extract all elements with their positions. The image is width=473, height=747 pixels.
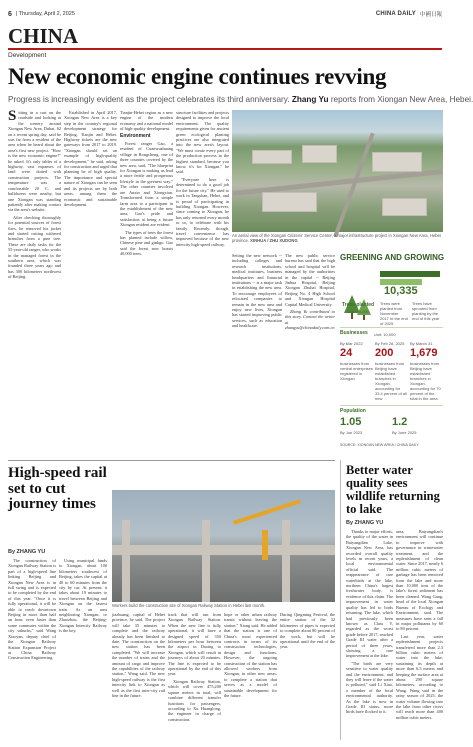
- main-column-4: [176, 110, 229, 455]
- paragraph: itting in a cart on the roadside and looking at the scenery around Xiongan New Area, Dubai, 62 on a recent spring day, said he was far from a resident of the area when he heard about the area's first new project. "How is the new economic engine?" he asked. It's only tables of a highway, vast expanses of land were dotted with construction projects. The temperature was a comfortable 20 C, and bulldozers were nearby, but one Xiongan was standing patiently after making contact via the area's website.: [8, 110, 61, 213]
- trees-value: 10,335: [384, 285, 418, 297]
- photo-building: [252, 150, 292, 164]
- main-headline: New economic engine continues revving: [8, 64, 387, 89]
- population-date-1: By Jun 2023: [340, 430, 363, 435]
- infographic-box: [340, 263, 443, 455]
- rail-column-3: [112, 612, 165, 740]
- main-column-6: [285, 253, 335, 455]
- infographic-title: GREENING AND GROWING: [340, 253, 445, 262]
- photo-pillar: [122, 520, 130, 602]
- paragraph: Setting the new network -- including colleges and research institutions, medical institutes, business headquarters and financial institutions -- is a major task in establishing the new area. To encourage employees of relocated companies to remain in the new area and enjoy new lives, Xiongan has started improving public services, such as education and healthcare.: [232, 253, 282, 329]
- population-value-2: 1.2: [392, 416, 408, 428]
- brand-name-cn: 中國日報: [419, 12, 442, 18]
- deck-byline: Zhang Yu: [291, 95, 329, 104]
- photo-building: [372, 152, 422, 172]
- main-column-5: [232, 253, 282, 455]
- article-divider: [8, 460, 335, 461]
- paragraph: area, Baiyangdian's environment will continue to improve with governance in wastewater treatment, and the replenishment of clean water. Since 2017, nearly 6 million cubic meters of garbage has been removed from the lake and more than 10,000 tons of the lake's forest sediment has been cleaned. Wang Gang, head of the local Xiongan Bureau of Ecology and Environment, said. The measures have seen a fall in major pollutants by 60 to 80 percent.: [396, 529, 443, 632]
- trees-note-2: Trees have sprouted from planting by the end of this year: [412, 301, 440, 321]
- rail-byline: By ZHANG YU: [8, 549, 46, 555]
- paragraph: "Everyone here is determined to do a good job for the future city." He used to work in Tangshan, Hebei, and is proud of participating in building Xiongan. However, since coming to Xiongan, he has only returned every month or so, to celebrate with his family. Recently, though, travel convenience has improved because of the new intercity high-speed railway.: [176, 176, 229, 247]
- paragraph: jiazhuang, capital of Hebei province, he said. The project will take 35 minutes to complete and the railway already has been finished to date. The construction on the new station has been completed. "We will increase the number of trains and the amount of cargo and improve the capabilities of the railway station," Wang said. The new high-speed railway is the first intercity link to Xiongan as well as the first inter-city rail line in the future.: [112, 612, 165, 699]
- aerial-photo: [232, 110, 443, 232]
- paragraph: Xiongan Railway Station, which will cover 475,200 square meters in total, will combine different transfer functions for passengers, according to Xu Huanglong, the engineer in charge of construction.: [168, 678, 221, 722]
- biz3-desc: businesses from Beijing have established branches in Xiongan, accounting for 70 percent of the total in the area: [410, 361, 441, 401]
- photo-crane-arm: [233, 499, 301, 524]
- rail-column-4: [168, 612, 221, 740]
- trees-label: Trees planted: [341, 302, 375, 308]
- biz1-date: By Mar 2022: [340, 341, 363, 346]
- paragraph: Thanks to major efforts, the quality of the water in Baiyangdian Lake, Xiongan New Area, has recorded overall quality levels in recent years, a local environmental official said. The reappearance of rare waterbirds at the lake, northern China's largest freshwater body, is evidence of this claim. The improvement in water quality has led to birds returning. The lake, which had previously been known as Class V, regarded as the worst grade before 2017, reached Grade III water after a period of three years, showing a rare improvement at the lake.: [346, 529, 393, 659]
- trees-note-1: Trees were planted from November 2017 to the end of 2025: [380, 301, 408, 326]
- wildlife-byline: By ZHANG YU: [346, 520, 384, 526]
- drop-cap: S: [8, 108, 17, 124]
- population-value-1: 1.05: [340, 416, 362, 428]
- paragraph: During Qingming Festival, the entire station of the 32 kilometers of pipes is expected to complete about 80 percent of the work, but will be operational until the end of the year.: [280, 612, 335, 650]
- rail-column-1: [8, 558, 56, 740]
- rail-column-2: [59, 558, 107, 740]
- population-label: Population: [340, 408, 366, 414]
- photo-building: [382, 198, 427, 216]
- page-number: 6: [8, 10, 12, 18]
- caption-text: An aerial view of the Xiongan Citizens' Service Center, a major infrastructure project in Xiongan New Area, Hebei province.: [232, 233, 441, 243]
- photo-pillar: [282, 520, 290, 602]
- rail-photo-caption: Workers build the construction site of Xiongan Railway Station in Hebei last month.: [112, 603, 266, 608]
- paragraph: track that will run from Xiongan Railway Station. When the new line is fully operational, it will have a designed speed of 350 kilometers per hour between the airport in Daxing to Xiongan, which will result in journeys of about 20 minutes. The line is expected to be operational by the end of this year.: [168, 612, 221, 677]
- main-deck: [8, 95, 473, 104]
- photo-caption: [232, 233, 443, 243]
- issue-date: | Thursday, April 2, 2025: [15, 11, 75, 17]
- infographic-divider: [340, 405, 443, 406]
- paragraph: hope or other urban railway transit without leaving the station," Xiong said. He added that the station is one of China's most experienced contracts in terms of its construction technologies, design and functions. However, the ongoing construction of the station has allowed workers from Xiongan, in other new areas, to complete a station that serves as a model of sustainable development for the future.: [224, 612, 277, 699]
- deck-text: Progress is increasingly evident as the project celebrates its third anniversary.: [8, 95, 290, 104]
- page-header: [8, 8, 442, 20]
- photo-credit: XINHUA / ZHU XUDONG: [250, 238, 298, 243]
- contact-note: Zhang Yu contributed to this story. Contact the writer at zhangyu@chinadaily.com.cn: [285, 309, 335, 331]
- photo-building: [262, 192, 317, 212]
- biz1-value: 24: [340, 347, 353, 359]
- wildlife-headline: Better water quality sees wildlife returning to lake: [346, 463, 440, 516]
- paragraph: Forest ranger Gao, a resident of Cuanwuzhuang village in Rongcheng, one of three counties covered by the new area, said, "The blueprint for Xiongan is making us lead a more fertile and prosperous lifestyle in the greenest way." The other counties involved are Anxin and Xiongxian. Transformed from a simple farm area to a participant in the establishment of the new area, Gao's pride and satisfaction at being a future Xiongan resident are evident.: [120, 141, 173, 228]
- paragraph: structure facilities and projects designed to improve the local environment. The quality requirements given for ancient green ecological planting practices are also integrated into the new area's layout. "We must create every part of the production process in the highest standard, because you know, it's for Xiongan," he said.: [176, 110, 229, 175]
- businesses-unit: Unit: 10,000: [374, 332, 396, 337]
- photo-beam: [112, 545, 335, 555]
- subsection-title: Development: [8, 52, 47, 59]
- rail-column-5: [224, 612, 277, 740]
- construction-photo: [112, 490, 335, 602]
- photo-crane-mast: [262, 530, 268, 560]
- biz2-value: 200: [375, 347, 394, 359]
- biz3-date: By March 31: [410, 341, 433, 346]
- column-divider: [340, 460, 341, 740]
- rail-column-6: [280, 612, 335, 740]
- masthead: [376, 10, 442, 18]
- paragraph: The types of trees the forest has planted include willow, Chinese pine and ginkgo. Gao said the forest now boasts 40,000 trees.: [120, 229, 173, 257]
- biz2-date: By Feb 28, 2025: [375, 341, 405, 346]
- biz3-value: 1,679: [410, 347, 438, 359]
- paragraph: Last year, water replenishment projects transferred more than 2.3 billion cubic meters of water into the lake, sustaining its depth at more than 6.5 meters and keeping the surface area at about 290 square kilometers, according to Wang. Wang said in the rainy season of 2025, the water volume flowing into the lake from other rivers will reach more than 400 million cubic meters.: [396, 633, 443, 720]
- infographic-source: SOURCE: XIONGAN NEW AREA / CHINA DAILY: [340, 443, 419, 447]
- main-column-3: [120, 110, 173, 455]
- trees-unit: Unit: 10,000: [347, 309, 369, 314]
- paragraph: After checking thoroughly for potential sources of forest fires, he removed his jacket and started cutting withered branches from a pine tree. These are daily tasks for the 55-year-old ranger, who works in the managed forest in the southern area, which was founded three years ago and has 300 kilometers northwest of Beijing.: [8, 214, 61, 280]
- photo-pillar: [202, 520, 210, 602]
- paragraph: "The birds are very sensitive to water quality and the environment, and they will leave if the water is polluted," said Li Xiao, a member of the local environmental authority. As the lake is now in Grade III status, more birds have flocked to it.: [346, 660, 393, 715]
- page-info: [8, 11, 75, 18]
- section-title: CHINA: [8, 24, 79, 48]
- infographic-divider: [340, 327, 443, 328]
- biz2-desc: businesses from Beijing have established branches in Xiongan, accounting for 33.4 percent of all new: [375, 361, 407, 401]
- paragraph: Using municipal funds to Xiongan, about 100 kilometers southwest of Beijing, takes the capital at 40 to 60 minutes from the city by car. At present, it takes about 19 minutes to travel between Beijing and Xiongan on the fastest train. As an area neighboring Xiongan, or Zhuozhou, the Beijing-Xiongan Intercity Railway is the key.: [59, 558, 107, 634]
- paragraph: Established in April 2017, Xiongan New Area is a key step in the country's regional development strategy for Beijing, Tianjin and Hebei. Highway tickets are the new gateways from 2017 to 2019. "Xiongan should set an example of high-quality development," he said, asking for construction and urged that planning be of high quality. The importance and special nature of Xiongan can be seen and its projects are by both areas, among them the economic and sustainable development.: [64, 110, 117, 207]
- paragraph: The construction of Xiongan Railway Station is part of a high-speed line linking Beijing and Xiongan New Area is in full swing and is expected to be completed by the end of this year. "Once it is fully operational, it will be able to reach downtown Beijing in more than half an hour, even faster than some commutes within the city suburbs," said Wang Xiaoyan, deputy chief of the Xiongan Railway Station Expansion Project at China Railway Construction Engineering.: [8, 558, 56, 661]
- brand-name: CHINA DAILY: [375, 11, 416, 17]
- population-date-2: By June 2025: [392, 430, 417, 435]
- deck-tail: reports from Xiongan New Area, Hebei.: [330, 95, 473, 104]
- main-column-2: [64, 110, 117, 455]
- wildlife-column-1: [346, 529, 393, 740]
- businesses-label: Businesses: [340, 330, 368, 336]
- paragraph: Tianjin-Hebei region as a new engine of the modern economy and a national model of high-quality development.: [120, 110, 173, 132]
- photo-road: [333, 133, 374, 238]
- biz1-desc: businesses from central enterprises registered in Xiongan: [340, 361, 373, 381]
- photo-building: [302, 145, 337, 163]
- section-divider: [8, 48, 442, 50]
- section-subhead: Environment: [120, 132, 151, 139]
- wildlife-column-2: [396, 529, 443, 740]
- main-column-1: [8, 110, 61, 455]
- paragraph: The new public service bureau has said that the high school and hospital will be managed by the authorities in the capital -- Beijing Jinhua Hospital, Beijing Xiongan Zhuhai Hospital, Beijing No. 4 High School and Xiongan Hospital Capital Medical University.: [285, 253, 335, 307]
- rail-headline: High-speed rail set to cut journey times: [8, 465, 107, 512]
